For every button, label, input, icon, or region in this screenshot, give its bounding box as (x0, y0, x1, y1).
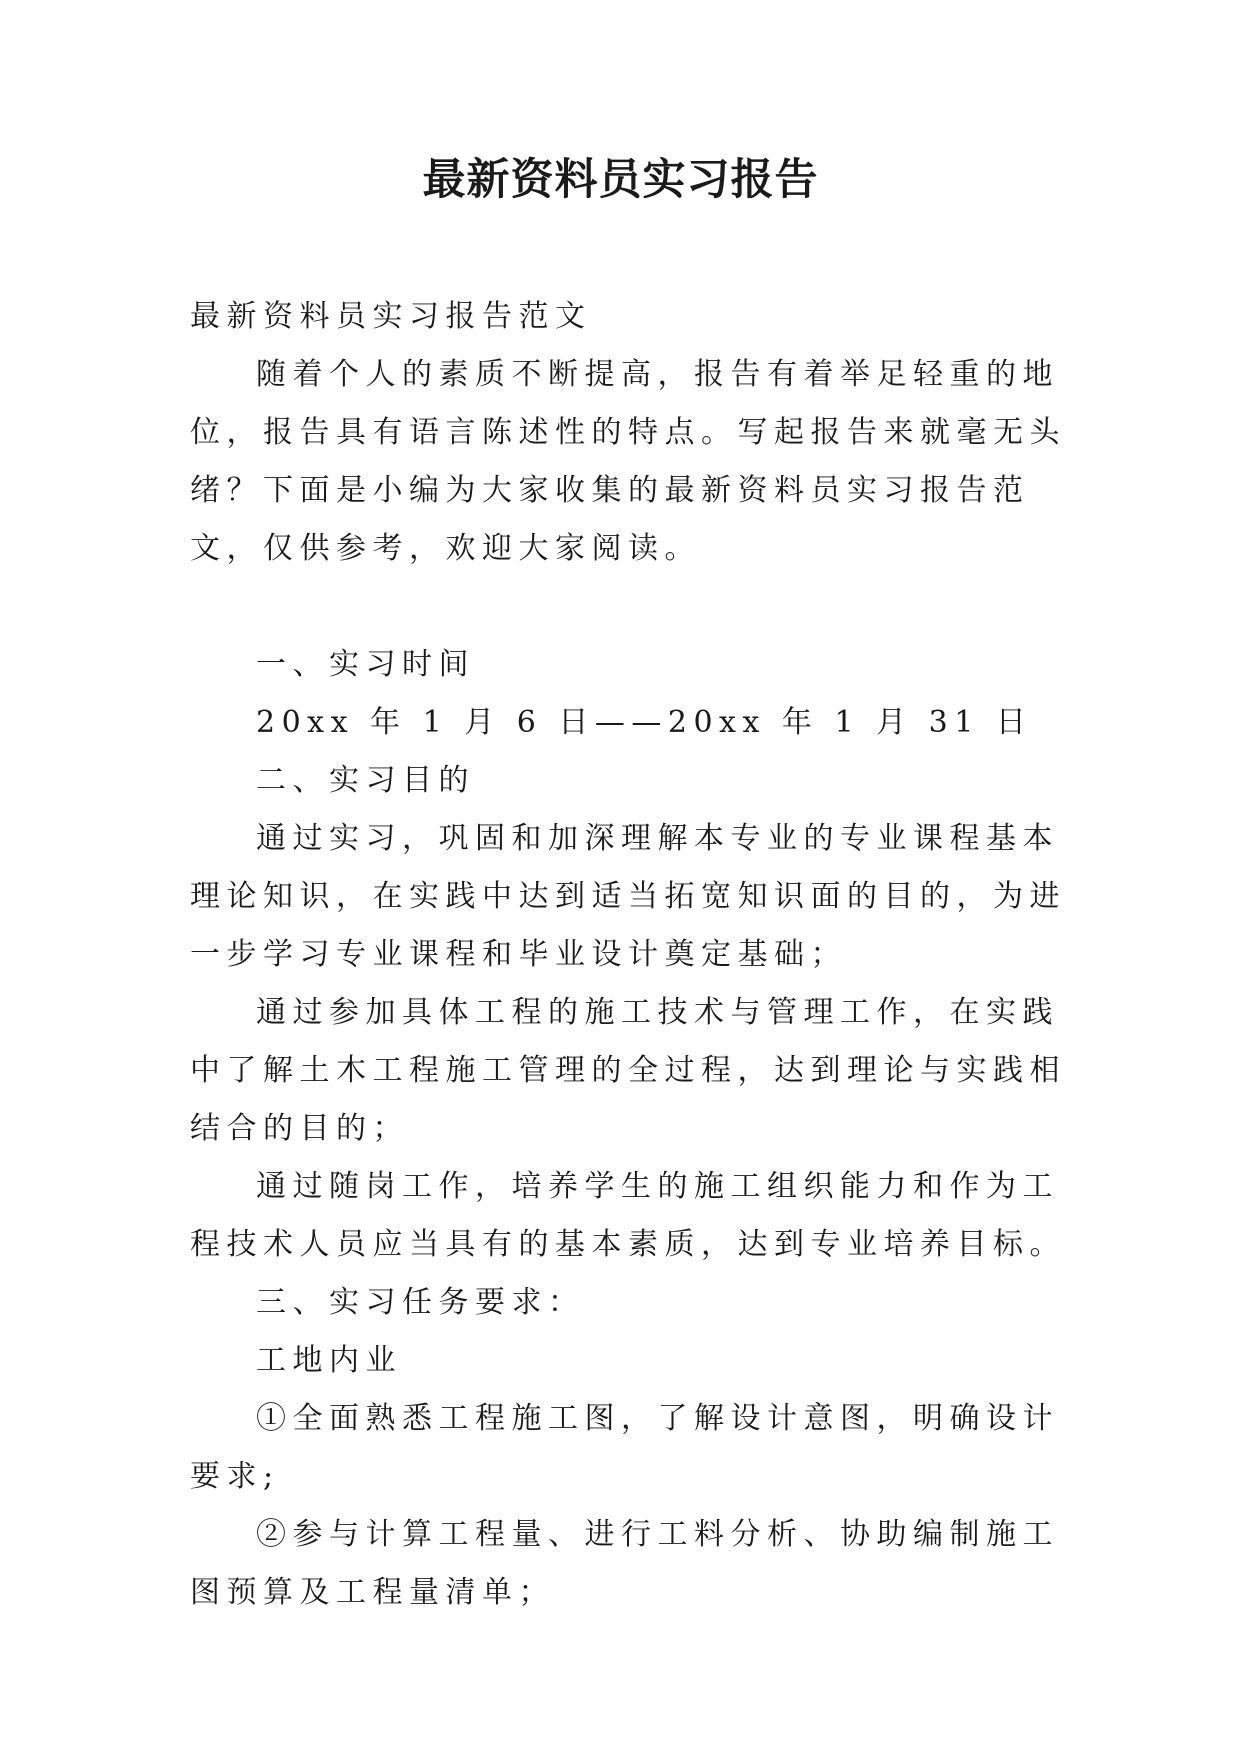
document-subtitle: 最新资料员实习报告范文 (190, 299, 592, 334)
section-1-heading: 一、实习时间 (256, 647, 475, 682)
section-2-heading: 二、实习目的 (256, 763, 475, 798)
section-3-heading: 三、实习任务要求： (256, 1285, 585, 1320)
document-body (190, 288, 1070, 1622)
intro-paragraph: 随着个人的素质不断提高，报告有着举足轻重的地位，报告具有语言陈述性的特点。写起报告来就毫无头绪？下面是小编为大家收集的最新资料员实习报告范文，仅供参考，欢迎大家阅读。 (190, 357, 1066, 566)
document-title: 最新资料员实习报告 (422, 155, 819, 205)
section-2-paragraph-3: 通过随岗工作，培养学生的施工组织能力和作为工程技术人员应当具有的基本素质，达到专业培养目标。 (190, 1169, 1066, 1262)
section-1-text: 20xx 年 1 月 6 日——20xx 年 1 月 31 日 (256, 705, 1033, 740)
section-3-item-1: ①全面熟悉工程施工图，了解设计意图，明确设计要求; (190, 1401, 1059, 1494)
section-2-paragraph-2: 通过参加具体工程的施工技术与管理工作，在实践中了解土木工程施工管理的全过程，达到理论与实践相结合的目的； (190, 995, 1066, 1146)
paragraph-gap (190, 578, 1070, 636)
section-2-paragraph-1: 通过实习，巩固和加深理解本专业的专业课程基本理论知识，在实践中达到适当拓宽知识面的目的，为进一步学习专业课程和毕业设计奠定基础； (190, 821, 1066, 972)
section-3-item-2: ②参与计算工程量、进行工料分析、协助编制施工图预算及工程量清单； (190, 1517, 1059, 1610)
section-3-subheading: 工地内业 (256, 1343, 402, 1378)
